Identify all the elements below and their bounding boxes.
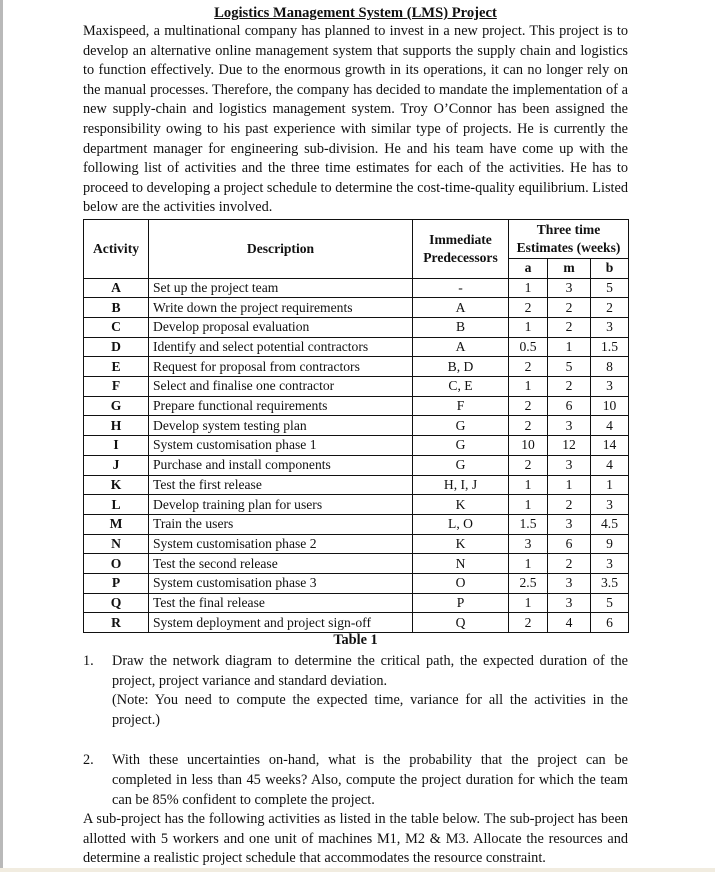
estimate-a-cell: 1 [509,475,548,495]
predecessors-cell: C, E [413,377,509,397]
table-row [84,475,629,495]
description-cell: Develop training plan for users [149,495,413,515]
estimate-m-cell: 3 [548,573,591,593]
document-title: Logistics Management System (LMS) Project [214,5,497,21]
table-row [84,534,629,554]
estimate-m-cell: 4 [548,613,591,633]
predecessors-cell: B [413,318,509,338]
estimate-m-cell: 6 [548,534,591,554]
estimate-a-cell: 2 [509,455,548,475]
estimate-m-cell: 12 [548,436,591,456]
estimate-m-cell: 1 [548,337,591,357]
activity-id-cell: A [84,278,149,298]
estimate-b-cell: 3 [591,554,629,574]
estimate-b-cell: 14 [591,436,629,456]
activity-id-cell: K [84,475,149,495]
sub-project-paragraph: A sub-project has the following activities as listed in the table below. The sub-project has been allotted with 5 workers and one unit of machines M1, M2 & M3. Allocate the resources and determine a realistic project schedule that accommodates the resource constraint. [83,811,628,867]
table-row [84,554,629,574]
estimate-m-cell: 2 [548,495,591,515]
header-b: b [591,258,629,278]
header-predecessors-line2: Predecessors [423,249,498,265]
table-row [84,318,629,338]
predecessors-cell: H, I, J [413,475,509,495]
predecessors-cell: F [413,396,509,416]
description-cell: Select and finalise one contractor [149,377,413,397]
estimate-m-cell: 3 [548,416,591,436]
description-cell: Develop system testing plan [149,416,413,436]
header-estimates [509,219,629,258]
activities-table [83,219,629,633]
activity-id-cell: O [84,554,149,574]
table-row [84,613,629,633]
table-caption: Table 1 [333,632,378,648]
estimate-b-cell: 1 [591,475,629,495]
estimate-a-cell: 1 [509,593,548,613]
activity-id-cell: J [84,455,149,475]
estimate-b-cell: 10 [591,396,629,416]
question-2-text: With these uncertainties on-hand, what is the probability that the project can be completed in less than 45 weeks? Also, compute the project duration for which the team can be 85% confident to complete the project. [112,752,628,808]
table-row [84,593,629,613]
question-2-number: 2. [83,752,94,769]
description-cell: Prepare functional requirements [149,396,413,416]
estimate-a-cell: 1 [509,554,548,574]
estimate-a-cell: 2 [509,357,548,377]
estimate-a-cell: 1 [509,377,548,397]
intro-paragraph: Maxispeed, a multinational company has planned to invest in a new project. This project is to develop an alternative online management system that supports the supply chain and logistics to function effectively. Due to the enormous growth in its operations, it can no longer rely on the manual processes. Therefore, the company has decided to mandate the implementation of a new supply-chain and logistics management system. Troy O’Connor has been assigned the responsibility owing to his past experience with similar type of projects. He is currently the department manager for engineering sub-division. He and his team have come up with the following list of activities and the three time estimates for each of the activities. He has to proceed to developing a project schedule to determine the cost-time-quality equilibrium. Listed below are the activities involved. [83,23,628,216]
table-row [84,436,629,456]
questions-list [83,652,628,810]
table-row [84,455,629,475]
table-row [84,495,629,515]
estimate-b-cell: 4.5 [591,514,629,534]
table-row [84,377,629,397]
header-estimates-line1: Three time [536,221,601,237]
predecessors-cell: L, O [413,514,509,534]
header-predecessors [413,219,509,278]
predecessors-cell: K [413,534,509,554]
estimate-m-cell: 3 [548,455,591,475]
estimate-m-cell: 2 [548,554,591,574]
activity-id-cell: E [84,357,149,377]
activity-id-cell: B [84,298,149,318]
activity-id-cell: I [84,436,149,456]
estimate-a-cell: 1.5 [509,514,548,534]
table-row [84,337,629,357]
description-cell: System deployment and project sign-off [149,613,413,633]
header-predecessors-line1: Immediate [429,231,492,247]
activity-id-cell: C [84,318,149,338]
description-cell: Test the second release [149,554,413,574]
estimate-b-cell: 5 [591,593,629,613]
estimate-m-cell: 2 [548,318,591,338]
predecessors-cell: A [413,298,509,318]
predecessors-cell: N [413,554,509,574]
estimate-b-cell: 4 [591,416,629,436]
predecessors-cell: K [413,495,509,515]
activity-id-cell: D [84,337,149,357]
activity-id-cell: Q [84,593,149,613]
description-cell: Request for proposal from contractors [149,357,413,377]
description-cell: Develop proposal evaluation [149,318,413,338]
description-cell: Set up the project team [149,278,413,298]
activity-id-cell: P [84,573,149,593]
estimate-b-cell: 3 [591,377,629,397]
estimate-m-cell: 3 [548,514,591,534]
page-left-border [0,0,3,872]
estimate-a-cell: 2.5 [509,573,548,593]
question-1-number: 1. [83,653,94,669]
estimate-a-cell: 1 [509,278,548,298]
estimate-b-cell: 1.5 [591,337,629,357]
estimate-a-cell: 2 [509,416,548,436]
estimate-a-cell: 0.5 [509,337,548,357]
question-1-text: Draw the network diagram to determine the critical path, the expected duration of the project, project variance and standard deviation. [112,653,628,689]
description-cell: Train the users [149,514,413,534]
predecessors-cell: G [413,416,509,436]
estimate-b-cell: 4 [591,455,629,475]
question-1-note: (Note: You need to compute the expected time, variance for all the activities in the project.) [112,692,628,728]
table-row [84,514,629,534]
question-1 [83,652,628,730]
estimate-m-cell: 6 [548,396,591,416]
activity-id-cell: M [84,514,149,534]
estimate-b-cell: 3 [591,318,629,338]
estimate-b-cell: 2 [591,298,629,318]
estimate-m-cell: 3 [548,278,591,298]
description-cell: Purchase and install components [149,455,413,475]
table-row [84,416,629,436]
table-row [84,278,629,298]
estimate-m-cell: 5 [548,357,591,377]
predecessors-cell: G [413,436,509,456]
predecessors-cell: P [413,593,509,613]
description-cell: Test the final release [149,593,413,613]
estimate-b-cell: 8 [591,357,629,377]
estimate-a-cell: 1 [509,318,548,338]
estimate-m-cell: 2 [548,298,591,318]
description-cell: System customisation phase 3 [149,573,413,593]
estimate-m-cell: 2 [548,377,591,397]
estimate-a-cell: 1 [509,495,548,515]
estimate-b-cell: 9 [591,534,629,554]
header-m: m [548,258,591,278]
estimate-m-cell: 1 [548,475,591,495]
description-cell: System customisation phase 1 [149,436,413,456]
predecessors-cell: - [413,278,509,298]
activity-id-cell: H [84,416,149,436]
estimate-a-cell: 10 [509,436,548,456]
estimate-b-cell: 3.5 [591,573,629,593]
description-cell: Identify and select potential contractors [149,337,413,357]
activity-id-cell: N [84,534,149,554]
header-description: Description [149,219,413,278]
table-row [84,573,629,593]
table-row [84,396,629,416]
table-row [84,357,629,377]
predecessors-cell: B, D [413,357,509,377]
activity-id-cell: R [84,613,149,633]
header-a: a [509,258,548,278]
predecessors-cell: G [413,455,509,475]
table-row [84,298,629,318]
description-cell: System customisation phase 2 [149,534,413,554]
estimate-a-cell: 2 [509,298,548,318]
estimate-b-cell: 6 [591,613,629,633]
description-cell: Write down the project requirements [149,298,413,318]
estimate-a-cell: 3 [509,534,548,554]
predecessors-cell: A [413,337,509,357]
estimate-a-cell: 2 [509,396,548,416]
predecessors-cell: Q [413,613,509,633]
activity-id-cell: F [84,377,149,397]
predecessors-cell: O [413,573,509,593]
header-estimates-line2: Estimates (weeks) [516,239,621,255]
estimate-m-cell: 3 [548,593,591,613]
question-2 [83,751,628,810]
header-activity: Activity [84,219,149,278]
activity-id-cell: G [84,396,149,416]
activities-table-body [84,278,629,632]
estimate-a-cell: 2 [509,613,548,633]
estimate-b-cell: 3 [591,495,629,515]
estimate-b-cell: 5 [591,278,629,298]
description-cell: Test the first release [149,475,413,495]
page-bottom-edge [0,868,715,872]
document-page [83,4,628,869]
activity-id-cell: L [84,495,149,515]
